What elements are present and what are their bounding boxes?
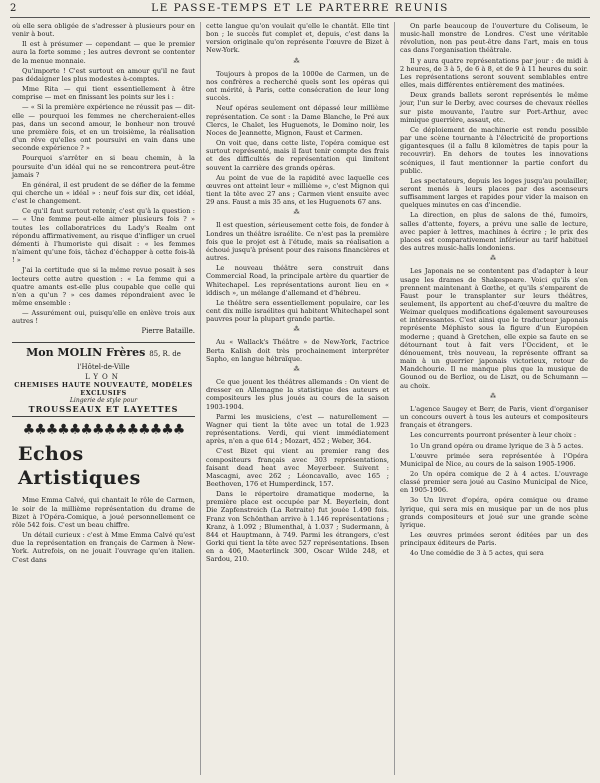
paragraph: Les concurrents pourront présenter à leur choix :	[410, 431, 577, 440]
paragraph: Il est question, sérieusement cette fois, de fonder à Londres un théâtre israélite. Ce n'est pas la première fois que le projet est à l'étude, mais sa réalisation a échoué jusqu'à présent pour des raisons financières et autres.	[206, 221, 389, 263]
paragraph: où elle sera obligée de s'adresser à plusieurs pour en venir à bout.	[12, 22, 195, 39]
asterism-separator: ⁂	[490, 255, 498, 263]
paragraph: Il est à présumer — cependant — que le premier aura la forte somme ; les autres devront se contenter de la menue monnaie.	[12, 40, 195, 65]
asterism-separator: ⁂	[293, 326, 302, 334]
paragraph: Ce que jouent les théâtres allemands : On vient de dresser en Allemagne la statistique des auteurs et compositeurs les plus joués au cours de la saison 1903-1904.	[206, 378, 389, 411]
paragraph: Mme Rita — qui tient essentiellement à être comprise — met en finissant les points sur les i :	[12, 85, 195, 102]
header-rule	[10, 17, 590, 18]
column-3	[400, 22, 588, 560]
ad-tagline: CHEMISES HAUTE NOUVEAUTÉ, MODÈLES EXCLUSIFS	[14, 380, 193, 397]
paragraph: Au « Wallack's Théâtre » de New-York, l'actrice Berta Kalish doit très prochainement interpréter Sapho, en langue hébraïque.	[206, 338, 389, 363]
column-divider	[200, 22, 201, 775]
paragraph: — Assurément oui, puisqu'elle en enlève trois aux autres !	[12, 309, 195, 326]
paragraph: Parmi les musiciens, c'est — naturellement — Wagner qui tient la tête avec un total de 1.923 représentations. Verdi, qui vient immédiatement après, n'en a que 614 ; Mozart, 452 ; Weber, 364.	[206, 412, 389, 446]
paragraph: Le nouveau théâtre sera construit dans Commercial Road, la principale artère du quartier de Whitechapel. Les représentations auront lieu en « iddisch », un mélange d'allemand et d'hébreu.	[206, 264, 389, 297]
column-2	[206, 22, 389, 566]
publication-title: LE PASSE-TEMPS ET LE PARTERRE REUNIS	[151, 2, 449, 14]
paragraph: Le théâtre sera essentiellement populaire, car les cent dix mille israélites qui habitent Whitechapel sont pauvres pour la plupart grande partie.	[206, 298, 389, 324]
paragraph: Les Japonais ne se contentent pas d'adapter à leur usage les drames de Shakespeare. Voici qu'ils s'en prennent maintenant à Gœthe, et qu'ils s'emparent de Faust pour le transplanter sur leurs théâtres, seulement, ils apportent au chef-d'œuvre du maître de Weimar quelques modifications également savoureuses et intéressantes. C'est ainsi que le traducteur japonais représente Méphisto sous la figure d'un Européen moderne ; quand à Gretchen, elle expie sa faute en se détournant tout à fait vers l'Occident, et le dénouement, très nouveau, la représente offrant sa main à un guerrier japonais victorieux, retour de Mandchourie. Il ne manque plus que la musique de Gounod ou de Berlioz, ou de Liszt, ou de Schumann — au choix.	[400, 267, 588, 390]
ad-company	[12, 347, 195, 373]
asterism-separator: ⁂	[293, 365, 302, 373]
paragraph: Ce qu'il faut surtout retenir, c'est qu'à la question : — « Une femme peut-elle aimer plusieurs fois ? » toutes les collaboratrices du Lady's Realm ont répondu affirmativement, au risque d'infliger un cruel démenti à l'humoriste qui disait : « les femmes n'aiment qu'une fois, tâchez d'échapper à cette fois-là ! »	[12, 207, 195, 265]
paragraph: Un détail curieux : c'est à Mme Emma Calvé qu'est due la représentation en français de Carmen à New-York. Autrefois, on ne jouait l'ouvrage qu'en italien. C'est dans	[12, 531, 195, 564]
paragraph: 4o Une comédie de 3 à 5 actes, qui sera	[410, 549, 544, 558]
section-heading: Echos Artistiques	[18, 443, 141, 490]
paragraph: Mme Emma Calvé, qui chantait le rôle de Carmen, le soir de la millième représentation du drame de Bizet à l'Opéra-Comique, a joué personnellement ce rôle 542 fois. C'est un beau chiffre.	[12, 496, 195, 529]
paragraph: cette langue qu'on voulait qu'elle le chantât. Elle tint bon ; le succès fut complet et, depuis, c'est dans la version originale qu'on représente l'œuvre de Bizet à New-York.	[206, 22, 389, 55]
paragraph: Les œuvres primées seront éditées par un des principaux éditeurs de Paris.	[400, 531, 588, 548]
ad-address: 85, R. de l'Hôtel-de-Ville	[77, 349, 181, 371]
ad-company-name: Mon MOLIN Frères	[26, 345, 146, 359]
paragraph: Dans le répertoire dramatique moderne, la première place est occupée par M. Beyerlein, dont Die Zapfenstreich (La Retraite) fut jouée 1.490 fois. Franz von Schönthan arrive à 1.146 représentations ; Kranz, à 1.092 ; Blumenthal, à 1.037 ; Sudermann, à 844 et Hauptmann, à 749. Parmi les étrangers, c'est Gorki qui tient la tête avec 527 représentations. Ibsen en a 406, Maeterlinck 300, Oscar Wilde 248, et Sardou, 210.	[206, 490, 389, 564]
decorative-ornament-band: ♣♣♣♣♣♣♣♣♣♣♣♣♣♣	[22, 422, 185, 439]
paragraph: J'ai la certitude que si la même revue posait à ses lecteurs cette autre question : « La femme qui a quatre amants est-elle plus coupable que celle qui n'en a qu'un ? » ces dames répondraient avec le même ensemble :	[12, 266, 195, 307]
paragraph: Deux grands ballets seront représentés le même jour, l'un sur le Derby, avec courses de chevaux réelles sur piste mouvante, l'autre sur Port-Arthur, avec mimique guerrière, assaut, etc.	[400, 91, 588, 124]
page-header	[0, 0, 600, 18]
paragraph: La direction, en plus de salons de thé, fumoirs, salles d'attente, foyers, a prévu une salle de lecture, avec papier à lettres, machines à écrire ; le prix des places est comparativement inférieur au tarif habituel des autres music-halls londoniens.	[400, 211, 588, 253]
asterism-separator: ⁂	[490, 392, 498, 400]
article-signature: Pierre Bataille.	[141, 327, 195, 336]
paragraph: 2o Un opéra comique de 2 à 4 actes. L'ouvrage classé premier sera joué au Casino Municipal de Nice, en 1905-1906.	[400, 469, 588, 495]
paragraph: Ce déploiement de machinerie est rendu possible par une scène tournante à l'électricité de proportions gigantesques (il a fallu 8 kilomètres de tapis pour la recouvrir). En dehors de toutes les innovations scéniques, il faut mentionner la partie confort du public.	[400, 125, 588, 175]
paragraph: On voit que, dans cette liste, l'opéra comique est surtout représenté, mais il faut tenir compte des frais et des difficultés de représentation qui limitent souvent la carrière des grands opéras.	[206, 139, 389, 172]
paragraph: Les spectateurs, depuis les loges jusqu'au poulailler, seront menés à leurs places par des ascenseurs suffisamment larges et rapides pour vider la maison en quelques minutes en cas d'incendie.	[400, 176, 588, 210]
paragraph: — « Si la première expérience ne réussit pas — dit-elle — pourquoi les femmes ne chercheraient-elles pas, dans un second amour, le bonheur non trouvé une première fois, et en un troisième, la réalisation d'un rêve qu'elles ont poursuivi en vain dans une seconde expérience ? »	[12, 103, 195, 153]
page-number: 2	[10, 3, 17, 14]
asterism-separator: ⁂	[293, 57, 302, 65]
column-divider	[394, 22, 395, 775]
paragraph: Il y aura quatre représentations par jour : de midi à 2 heures, de 3 à 5, de 6 à 8, et de 9 à 11 heures du soir. Les représentations seront souvent semblables entre elles, mais différentes entièrement des matinées.	[400, 56, 588, 90]
paragraph: Au point de vue de la rapidité avec laquelle ces œuvres ont atteint leur « millième », c'est Mignon qui tient la tête avec 27 ans ; Carmen vient ensuite avec 29 ans. Faust a mis 35 ans, et les Huguenots 67 ans.	[206, 173, 389, 207]
ad-products: TROUSSEAUX ET LAYETTES	[28, 404, 179, 415]
paragraph: L'agence Saugey et Berr, de Paris, vient d'organiser un concours ouvert à tous les auteurs et compositeurs français et étrangers.	[400, 404, 588, 430]
paragraph: On parle beaucoup de l'ouverture du Coliseum, le music-hall monstre de Londres. C'est une véritable révolution, non pas peut-être dans l'art, mais en tous cas dans l'organisation théâtrale.	[400, 22, 588, 55]
paragraph: En général, il est prudent de se défier de la femme qui cherche un « idéal » : neuf fois sur dix, cet idéal, c'est le changement.	[12, 180, 195, 206]
ad-subline: Lingerie de style pour	[69, 397, 138, 405]
paragraph: L'œuvre primée sera représentée à l'Opéra Municipal de Nice, au cours de la saison 1905-1906.	[400, 451, 588, 468]
advertisement	[12, 342, 195, 418]
paragraph: Neuf opéras seulement ont dépassé leur millième représentation. Ce sont : la Dame Blanche, le Pré aux Clercs, le Chalet, les Huguenots, le Domino noir, les Noces de Jeannette, Mignon, Faust et Carmen.	[206, 104, 389, 137]
paragraph: Qu'importe ! C'est surtout en amour qu'il ne faut pas dédaigner les plus modestes à-comptes.	[12, 66, 195, 83]
column-1	[12, 22, 195, 566]
asterism-separator: ⁂	[293, 209, 302, 217]
ad-city: LYON	[85, 372, 122, 381]
paragraph: Toujours à propos de la 1000e de Carmen, un de nos confrères a recherché quels sont les opéras qui ont mérité, à Paris, cette consécration de leur long succès.	[206, 69, 389, 103]
paragraph: C'est Bizet qui vient au premier rang des compositeurs français avec 303 représentations, faisant dead heat avec Meyerbeer. Suivent : Mascagni, avec 262 ; Léoncavallo, avec 165 ; Beethoven, 176 et Humperdinck, 157.	[206, 447, 389, 488]
paragraph: 3o Un livret d'opéra, opéra comique ou drame lyrique, qui sera mis en musique par un de nos plus grands compositeurs et joué sur une grande scène lyrique.	[400, 496, 588, 529]
paragraph: 1o Un grand opéra ou drame lyrique de 3 à 5 actes.	[410, 441, 584, 450]
paragraph: Pourquoi s'arrêter en si beau chemin, à la poursuite d'un idéal qui ne se rencontrera peut-être jamais ?	[12, 154, 195, 179]
